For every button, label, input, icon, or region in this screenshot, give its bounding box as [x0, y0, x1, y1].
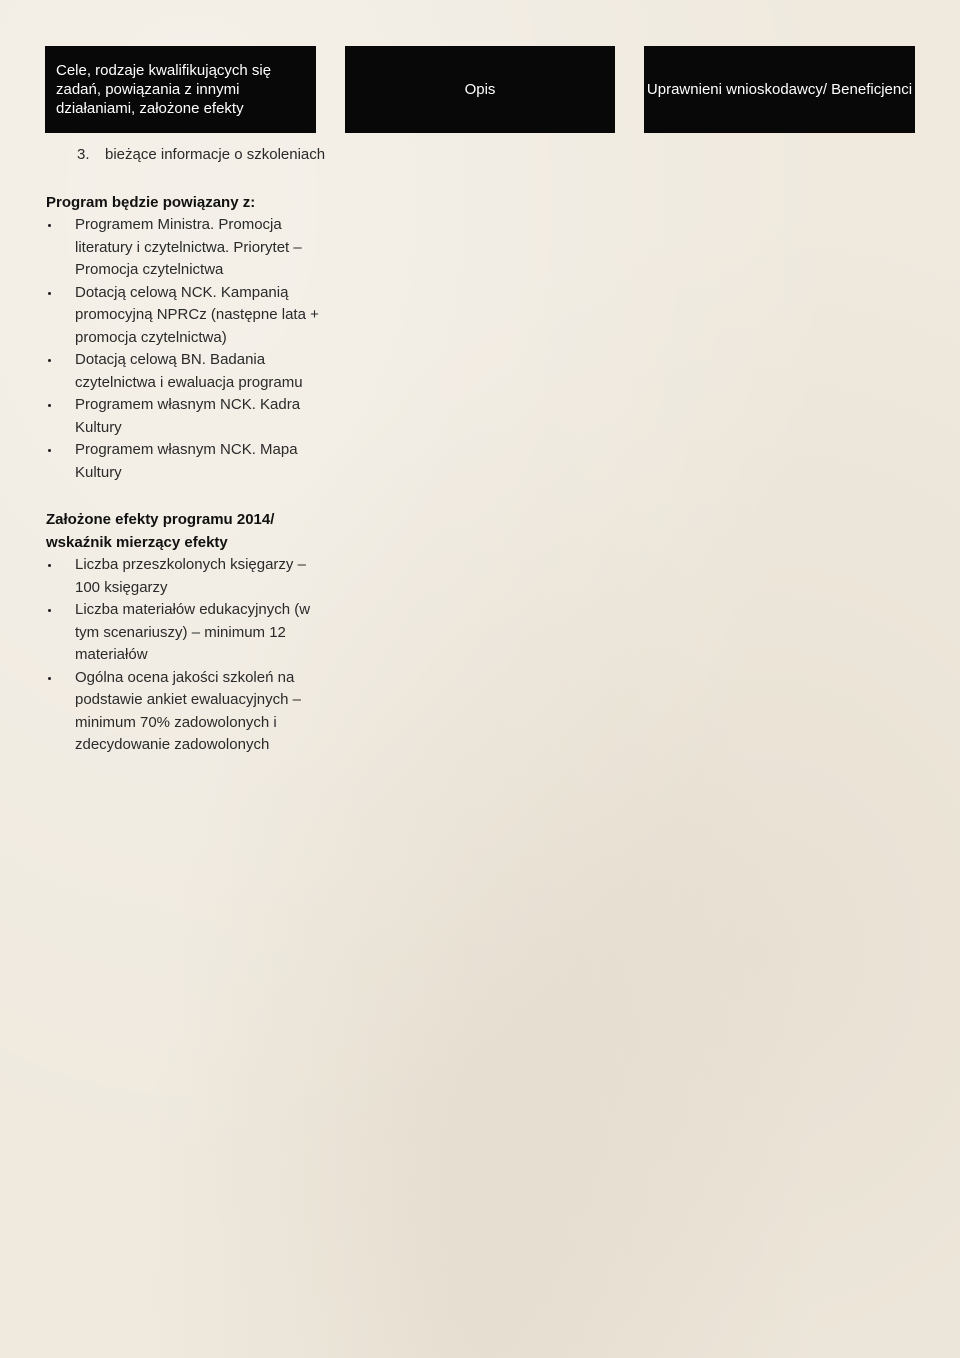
list-item: Programem Ministra. Promocja literatury i czytelnictwa. Priorytet – Promocja czytelnictwa: [46, 214, 331, 282]
header-description: [345, 46, 615, 133]
header-beneficiaries-label: Uprawnieni wnioskodawcy/ Beneficjenci: [646, 81, 913, 98]
effects-heading: Założone efekty programu 2014/ wskaźnik mierzący efekty: [46, 511, 275, 551]
item-text: bieżące informacje o szkoleniach: [105, 146, 326, 163]
effects-list: [46, 554, 331, 757]
list-item: Dotacją celową NCK. Kampanią promocyjną NPRCz (następne lata + promocja czytelnictwa): [46, 282, 331, 350]
list-item: Programem własnym NCK. Kadra Kultury: [46, 394, 331, 439]
list-item: Liczba przeszkolonych księgarzy – 100 księgarzy: [46, 554, 331, 599]
list-item: Liczba materiałów edukacyjnych (w tym scenariuszy) – minimum 12 materiałów: [46, 599, 331, 667]
related-heading: Program będzie powiązany z:: [46, 193, 256, 211]
header-beneficiaries: [644, 46, 915, 133]
item-number: 3.: [77, 146, 90, 163]
list-item: Dotacją celową BN. Badania czytelnictwa i ewaluacja programu: [46, 349, 331, 394]
list-item: Ogólna ocena jakości szkoleń na podstawie ankiet ewaluacyjnych – minimum 70% zadowolonych i zdecydowanie zadowolonych: [46, 667, 331, 757]
header-goals-label: Cele, rodzaje kwalifikujących się zadań, powiązania z innymi działaniami, założone efekty: [56, 62, 272, 117]
list-item: Programem własnym NCK. Mapa Kultury: [46, 439, 331, 484]
effects-section: [46, 509, 331, 757]
numbered-item: [46, 144, 331, 167]
header-goals: [45, 46, 316, 133]
goals-column: [46, 144, 331, 757]
related-programs-section: [46, 192, 331, 485]
header-description-label: Opis: [464, 81, 496, 98]
related-list: [46, 214, 331, 484]
